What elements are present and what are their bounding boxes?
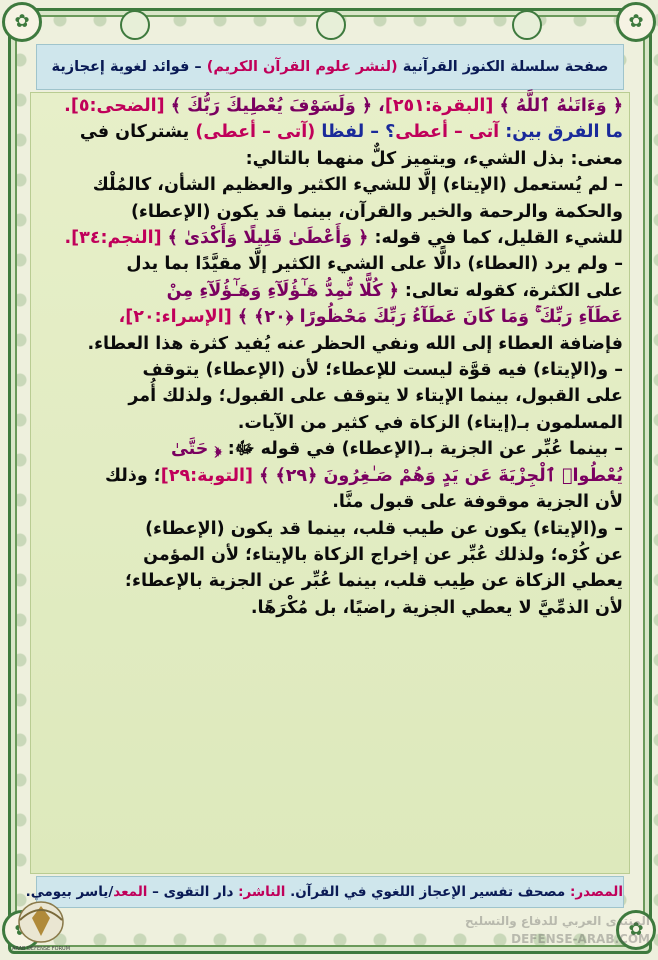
- page-title: [36, 44, 624, 90]
- title-purpose: (لنشر علوم القرآن الكريم): [206, 59, 398, 75]
- text-line: – و(الإيتاء) فيه قوَّة ليست للإعطاء؛ لأن (الإعطاء) يتوقف: [142, 360, 623, 381]
- forum-logo-icon: [6, 896, 76, 954]
- text-line: والحكمة والرحمة والخير والقرآن، بينما قد يكون (الإعطاء): [130, 201, 623, 222]
- watermark-arabic: المنتدى العربي للدفاع والتسليح: [465, 914, 650, 928]
- publisher-label: الناشر:: [238, 884, 291, 900]
- article-body: [30, 92, 630, 874]
- watermark: [450, 912, 650, 956]
- text-line: معنى: بذل الشيء، ويتميز كلٌّ منهما بالتالي:: [245, 148, 623, 169]
- watermark-latin: DEFENSE-ARAB.COM: [511, 932, 650, 946]
- preparer-label: المعد: [113, 884, 148, 900]
- text-line: ﴿ وَءَاتَىٰهُ ٱللَّهُ ﴾ [البقرة:٢٥١]، ﴿ وَلَسَوْفَ يُعْطِيكَ رَبُّكَ ﴾ [الضحى:٥].: [64, 96, 623, 116]
- source-text: مصحف تفسير الإعجاز اللغوي في القرآن.: [290, 884, 570, 900]
- text-line: للشيء القليل، كما في قوله: ﴿ وَأَعْطَىٰ قَلِيلًا وَأَكْدَىٰ ﴾ [النجم:٣٤].: [64, 228, 623, 249]
- text-line: على القبول، بينما الإيتاء لا يتوقف على القبول؛ ولذلك أُمر: [128, 386, 623, 407]
- text-line: – بينما عُبِّر عن الجزية بـ(الإعطاء) في قوله ﷻ: ﴿ حَتَّىٰ: [170, 439, 623, 460]
- text-line: المسلمون بـ(إيتاء) الزكاة في كثير من الآيات.: [237, 412, 623, 433]
- corner-ornament-icon: [2, 2, 42, 42]
- text-line: – لم يُستعمل (الإيتاء) إلَّا للشيء الكثير والعظيم الشأن، كالمُلْك: [92, 175, 623, 196]
- title-topic: – فوائد لغوية إعجازية: [51, 59, 202, 75]
- text-line: – و(الإيتاء) يكون عن طيب قلب، بينما قد يكون (الإعطاء): [145, 518, 623, 539]
- publisher-text: دار التقوى –: [147, 884, 239, 900]
- text-line: عن كُرْه؛ ولذلك عُبِّر عن إخراج الزكاة بالإيتاء؛ لأن المؤمن: [143, 544, 623, 565]
- text-line: لأن الذمِّيَّ لا يعطي الجزية راضيًا، بل مُكْرَهًا.: [250, 597, 623, 618]
- title-series: صفحة سلسلة الكنوز القرآنية: [402, 59, 609, 75]
- preparer-text: /ياسر بيومي.: [25, 884, 114, 900]
- text-line: ما الفرق بين: آتى – أعطى؟ – لفظا (آتى – أعطى) يشتركان في: [79, 122, 623, 143]
- text-line: على الكثرة، كقوله تعالى: ﴿ كُلًّا نُّمِدُّ هَـٰٓؤُلَآءِ وَهَـٰٓؤُلَآءِ مِنْ: [166, 280, 623, 301]
- source-label: المصدر:: [569, 884, 623, 900]
- text-line: يعطي الزكاة عن طِيب قلب، بينما عُبِّر عن الجزية بالإعطاء؛: [125, 571, 623, 592]
- source-credit: [25, 876, 624, 908]
- text-line: عَطَآءِ رَبِّكَ ۚ وَمَا كَانَ عَطَآءُ رَبِّكَ مَحْظُورًا ﴿٢٠﴾ ﴾ [الإسراء:٢٠]،: [118, 307, 623, 328]
- medallion-icon: [120, 10, 150, 40]
- text-line: يُعْطُوا۟ ٱلْجِزْيَةَ عَن يَدٍ وَهُمْ صَـٰغِرُونَ ﴿٢٩﴾ ﴾ [التوبة:٢٩]؛ وذلك: [104, 465, 623, 486]
- text-line: لأن الجزية موقوفة على قبول منَّا.: [332, 492, 623, 513]
- medallion-icon: [512, 10, 542, 40]
- text-line: – ولم يرد (العطاء) دالًّا على الشيء الكثير إلَّا مقيَّدًا بما يدل: [126, 254, 623, 275]
- logo-caption: ARAB DEFENSE FORUM: [11, 946, 71, 952]
- text-line: فإضافة العطاء إلى الله ونفي الحظر عنه يُفيد كثرة هذا العطاء.: [87, 333, 623, 354]
- medallion-icon: [316, 10, 346, 40]
- corner-ornament-icon: [616, 2, 656, 42]
